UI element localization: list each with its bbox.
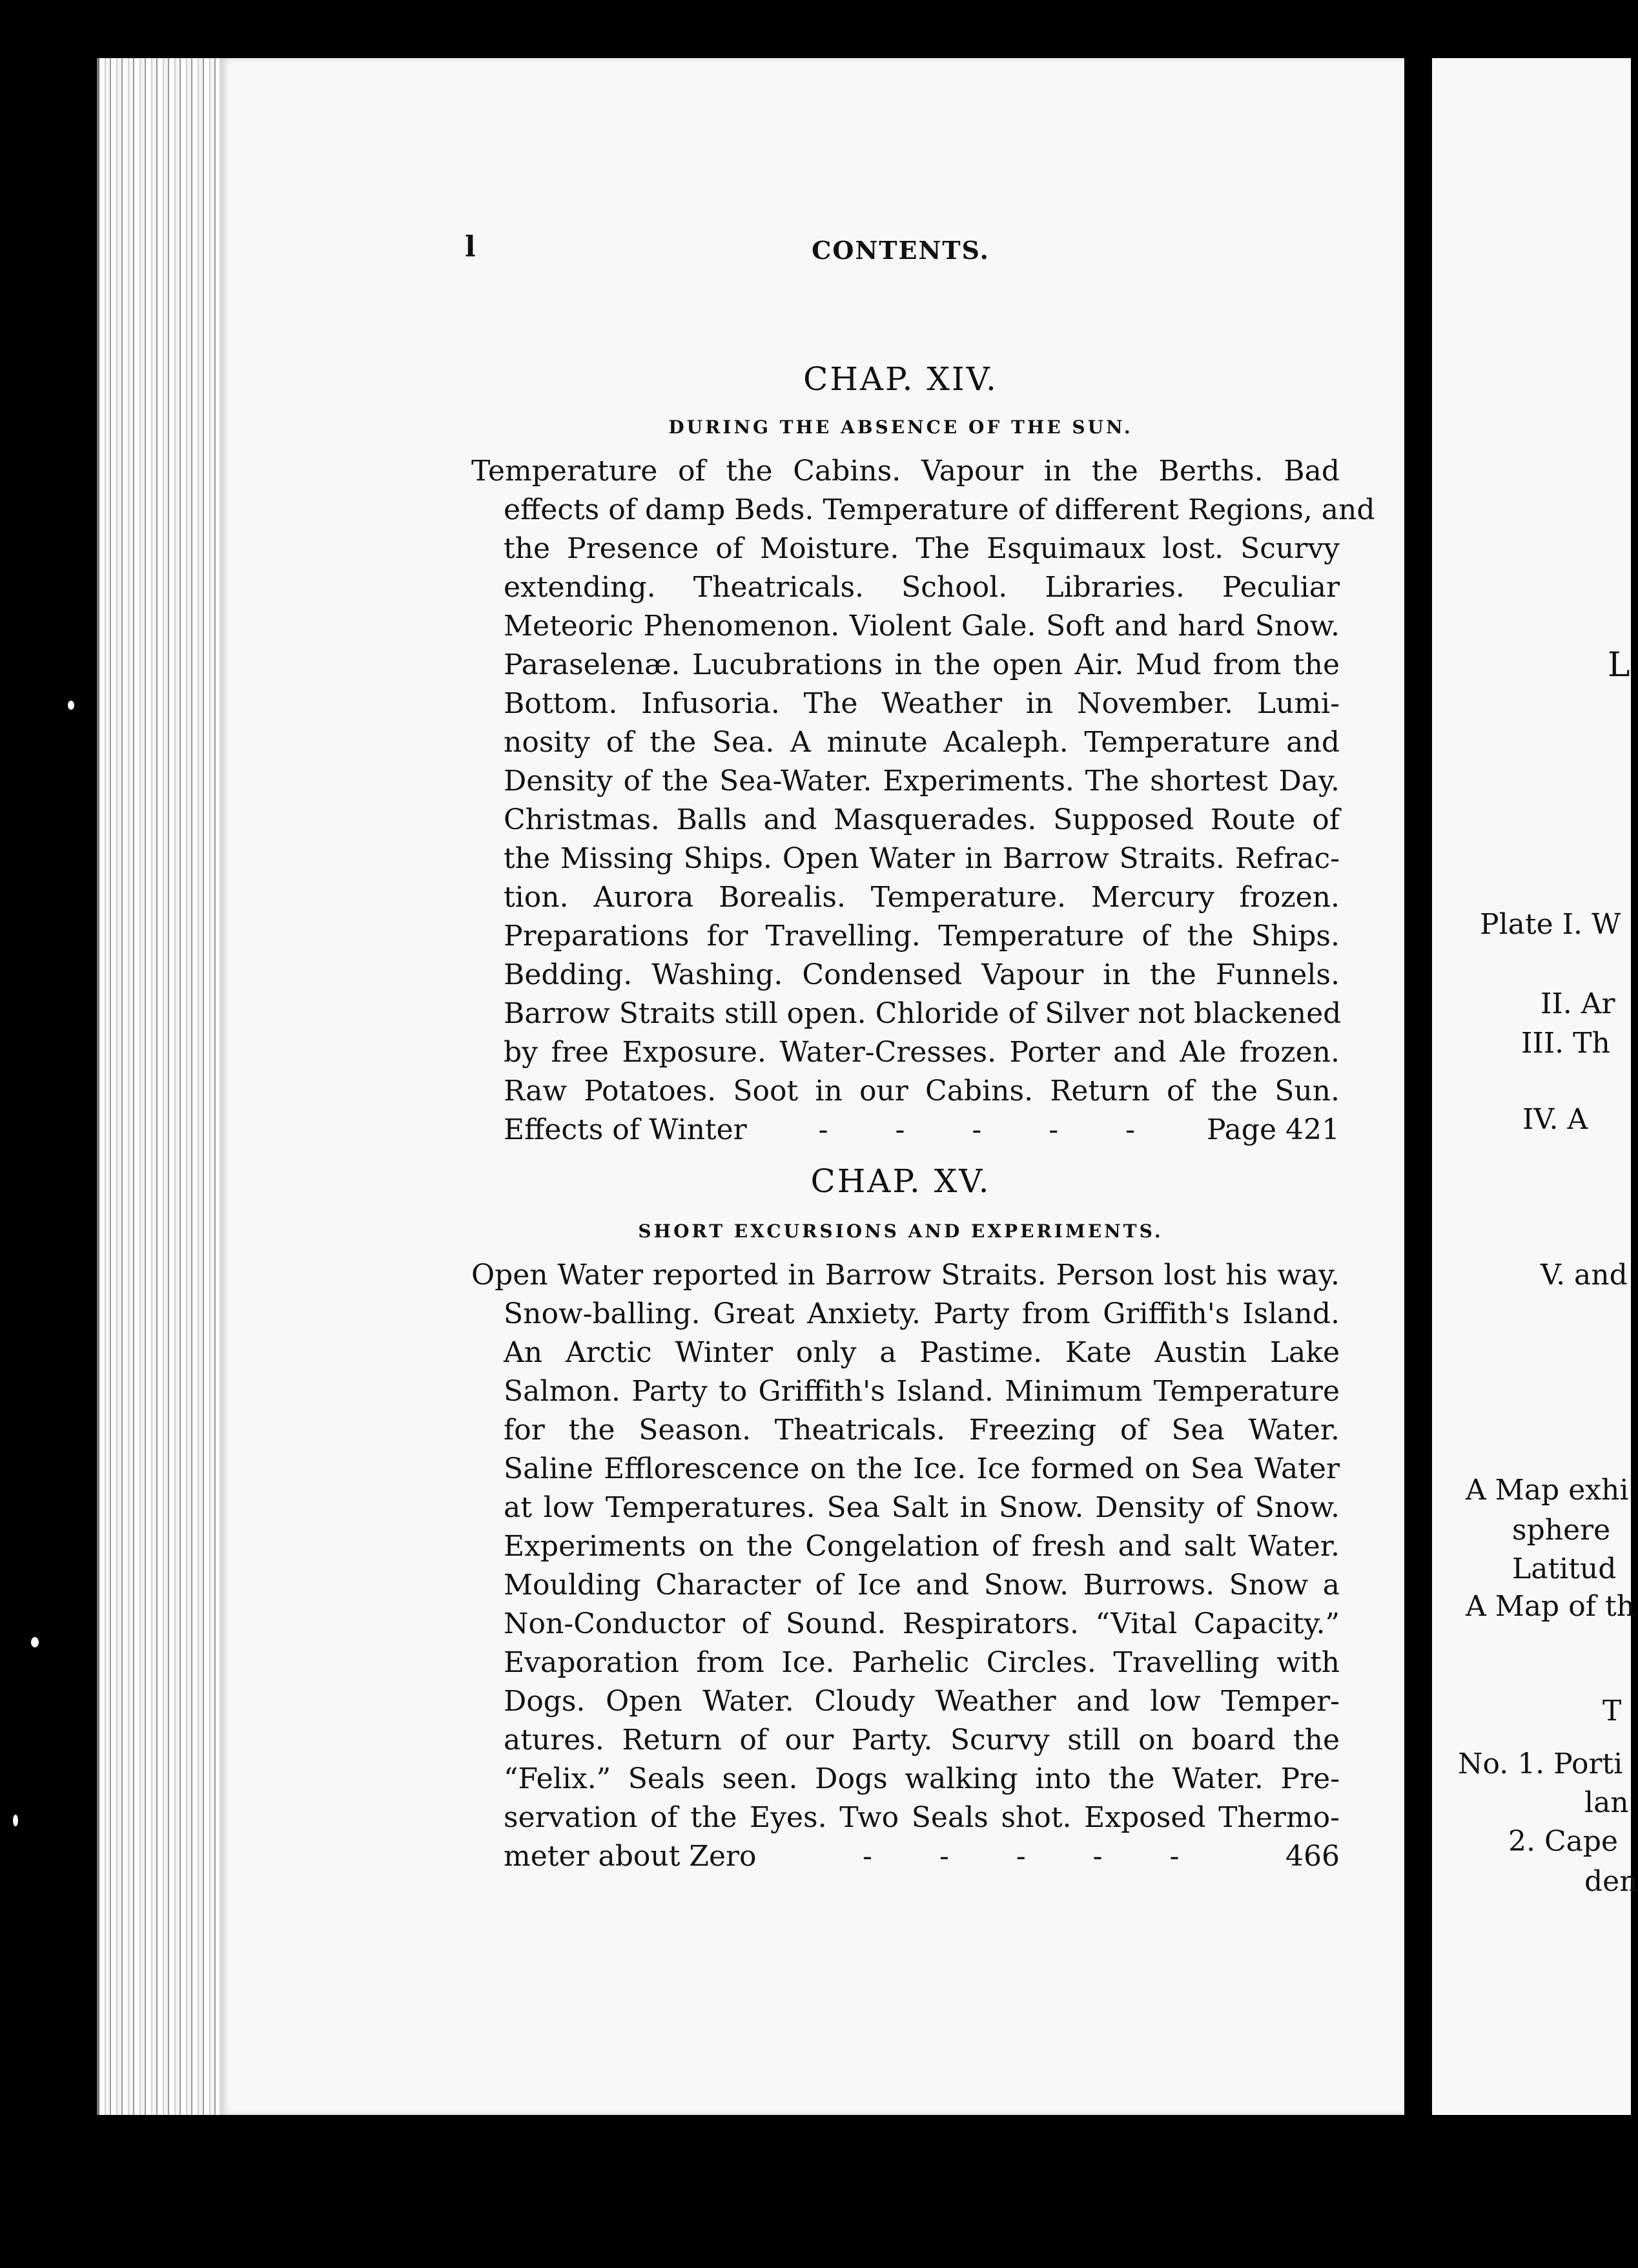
page-number: l: [465, 231, 476, 263]
right-fragment: V. and: [1541, 1259, 1628, 1292]
summary-line: by free Exposure. Water-Cresses. Porter and Ale frozen.: [504, 1036, 1340, 1069]
summary-line: effects of damp Beds. Temperature of different Regions, and: [504, 493, 1375, 526]
chapter-subtitle: DURING THE ABSENCE OF THE SUN.: [668, 417, 1133, 438]
right-fragment: lan: [1584, 1786, 1629, 1819]
summary-line: Preparations for Travelling. Temperature of the Ships.: [504, 920, 1340, 953]
summary-last-line: [471, 1111, 1340, 1149]
right-fragment: Plate I. W: [1480, 908, 1621, 941]
summary-last-line: [471, 1837, 1340, 1876]
summary-line: Saline Efflorescence on the Ice. Ice formed on Sea Water: [504, 1452, 1340, 1485]
chapter-summary: [471, 1256, 1340, 1876]
summary-line: Meteoric Phenomenon. Violent Gale. Soft and hard Snow.: [504, 610, 1340, 643]
summary-line: at low Temperatures. Sea Salt in Snow. Density of Snow.: [504, 1491, 1340, 1524]
right-fragment: IV. A: [1522, 1103, 1588, 1136]
chapter-subtitle: SHORT EXCURSIONS AND EXPERIMENTS.: [638, 1221, 1163, 1242]
dot-leader: - - - - -: [818, 1113, 1135, 1146]
summary-line: for the Season. Theatricals. Freezing of Sea Water.: [504, 1414, 1340, 1447]
summary-line: extending. Theatricals. School. Libraries. Peculiar: [504, 571, 1340, 604]
right-fragment: 2. Cape: [1508, 1825, 1619, 1858]
summary-line: Snow-balling. Great Anxiety. Party from Griffith's Island.: [504, 1297, 1340, 1330]
right-fragment: III. Th: [1521, 1027, 1610, 1060]
summary-line: Open Water reported in Barrow Straits. Person lost his way.: [471, 1259, 1340, 1292]
summary-line: the Missing Ships. Open Water in Barrow Straits. Refrac-: [504, 842, 1340, 875]
right-fragment: A Map of th: [1466, 1590, 1635, 1623]
page-reference: Page 421: [1206, 1113, 1340, 1146]
summary-line: atures. Return of our Party. Scurvy still on board the: [504, 1724, 1340, 1757]
chapter-title: CHAP. XIV.: [803, 360, 998, 398]
page-header: [465, 231, 1336, 269]
dot-leader: - - - - -: [863, 1840, 1180, 1873]
summary-line: Raw Potatoes. Soot in our Cabins. Return of the Sun.: [504, 1075, 1340, 1108]
page-reference: 466: [1285, 1840, 1340, 1873]
last-line-text: Effects of Winter: [504, 1113, 747, 1146]
right-fragment: T: [1602, 1695, 1622, 1727]
summary-line: tion. Aurora Borealis. Temperature. Mercury frozen.: [504, 881, 1340, 914]
summary-line: the Presence of Moisture. The Esquimaux lost. Scurvy: [504, 532, 1340, 565]
summary-line: nosity of the Sea. A minute Acaleph. Temperature and: [504, 726, 1340, 759]
summary-line: Bedding. Washing. Condensed Vapour in the Funnels.: [504, 958, 1340, 991]
right-fragment: II. Ar: [1541, 987, 1615, 1020]
summary-line: Experiments on the Congelation of fresh and salt Water.: [504, 1530, 1340, 1563]
summary-line: Paraselenæ. Lucubrations in the open Air. Mud from the: [504, 648, 1340, 681]
right-fragment: sphere: [1512, 1514, 1611, 1547]
page-edges: [97, 58, 235, 2115]
right-fragment: L: [1608, 646, 1630, 685]
right-fragment: den: [1584, 1865, 1638, 1898]
chapter-title: CHAP. XV.: [810, 1162, 991, 1200]
right-fragment: No. 1. Porti: [1458, 1747, 1623, 1780]
speck: [13, 1815, 18, 1826]
speck: [68, 701, 74, 710]
summary-line: Christmas. Balls and Masquerades. Supposed Route of: [504, 803, 1340, 836]
summary-line: Non-Conductor of Sound. Respirators. “Vital Capacity.”: [504, 1607, 1340, 1640]
summary-line: Bottom. Infusoria. The Weather in November. Lumi-: [504, 687, 1340, 720]
summary-line: Temperature of the Cabins. Vapour in the Berths. Bad: [471, 455, 1340, 488]
speck: [31, 1637, 39, 1647]
running-head: CONTENTS.: [812, 236, 990, 265]
summary-line: Barrow Straits still open. Chloride of Silver not blackened: [504, 997, 1342, 1030]
summary-line: Dogs. Open Water. Cloudy Weather and low Temper-: [504, 1685, 1340, 1718]
right-fragment: Latitud: [1512, 1552, 1617, 1585]
summary-line: Salmon. Party to Griffith's Island. Minimum Temperature: [504, 1375, 1340, 1408]
summary-line: Evaporation from Ice. Parhelic Circles. Travelling with: [504, 1646, 1340, 1679]
summary-line: “Felix.” Seals seen. Dogs walking into the Water. Pre-: [504, 1762, 1340, 1795]
summary-line: Moulding Character of Ice and Snow. Burrows. Snow a: [504, 1569, 1340, 1602]
right-page: [1432, 58, 1638, 2115]
summary-line: servation of the Eyes. Two Seals shot. Exposed Thermo-: [504, 1801, 1340, 1834]
right-fragment: A Map exhi: [1466, 1474, 1629, 1507]
summary-line: Density of the Sea-Water. Experiments. The shortest Day.: [504, 765, 1340, 798]
summary-line: An Arctic Winter only a Pastime. Kate Austin Lake: [504, 1336, 1340, 1369]
last-line-text: meter about Zero: [504, 1840, 757, 1873]
chapter-summary: [471, 452, 1375, 1149]
